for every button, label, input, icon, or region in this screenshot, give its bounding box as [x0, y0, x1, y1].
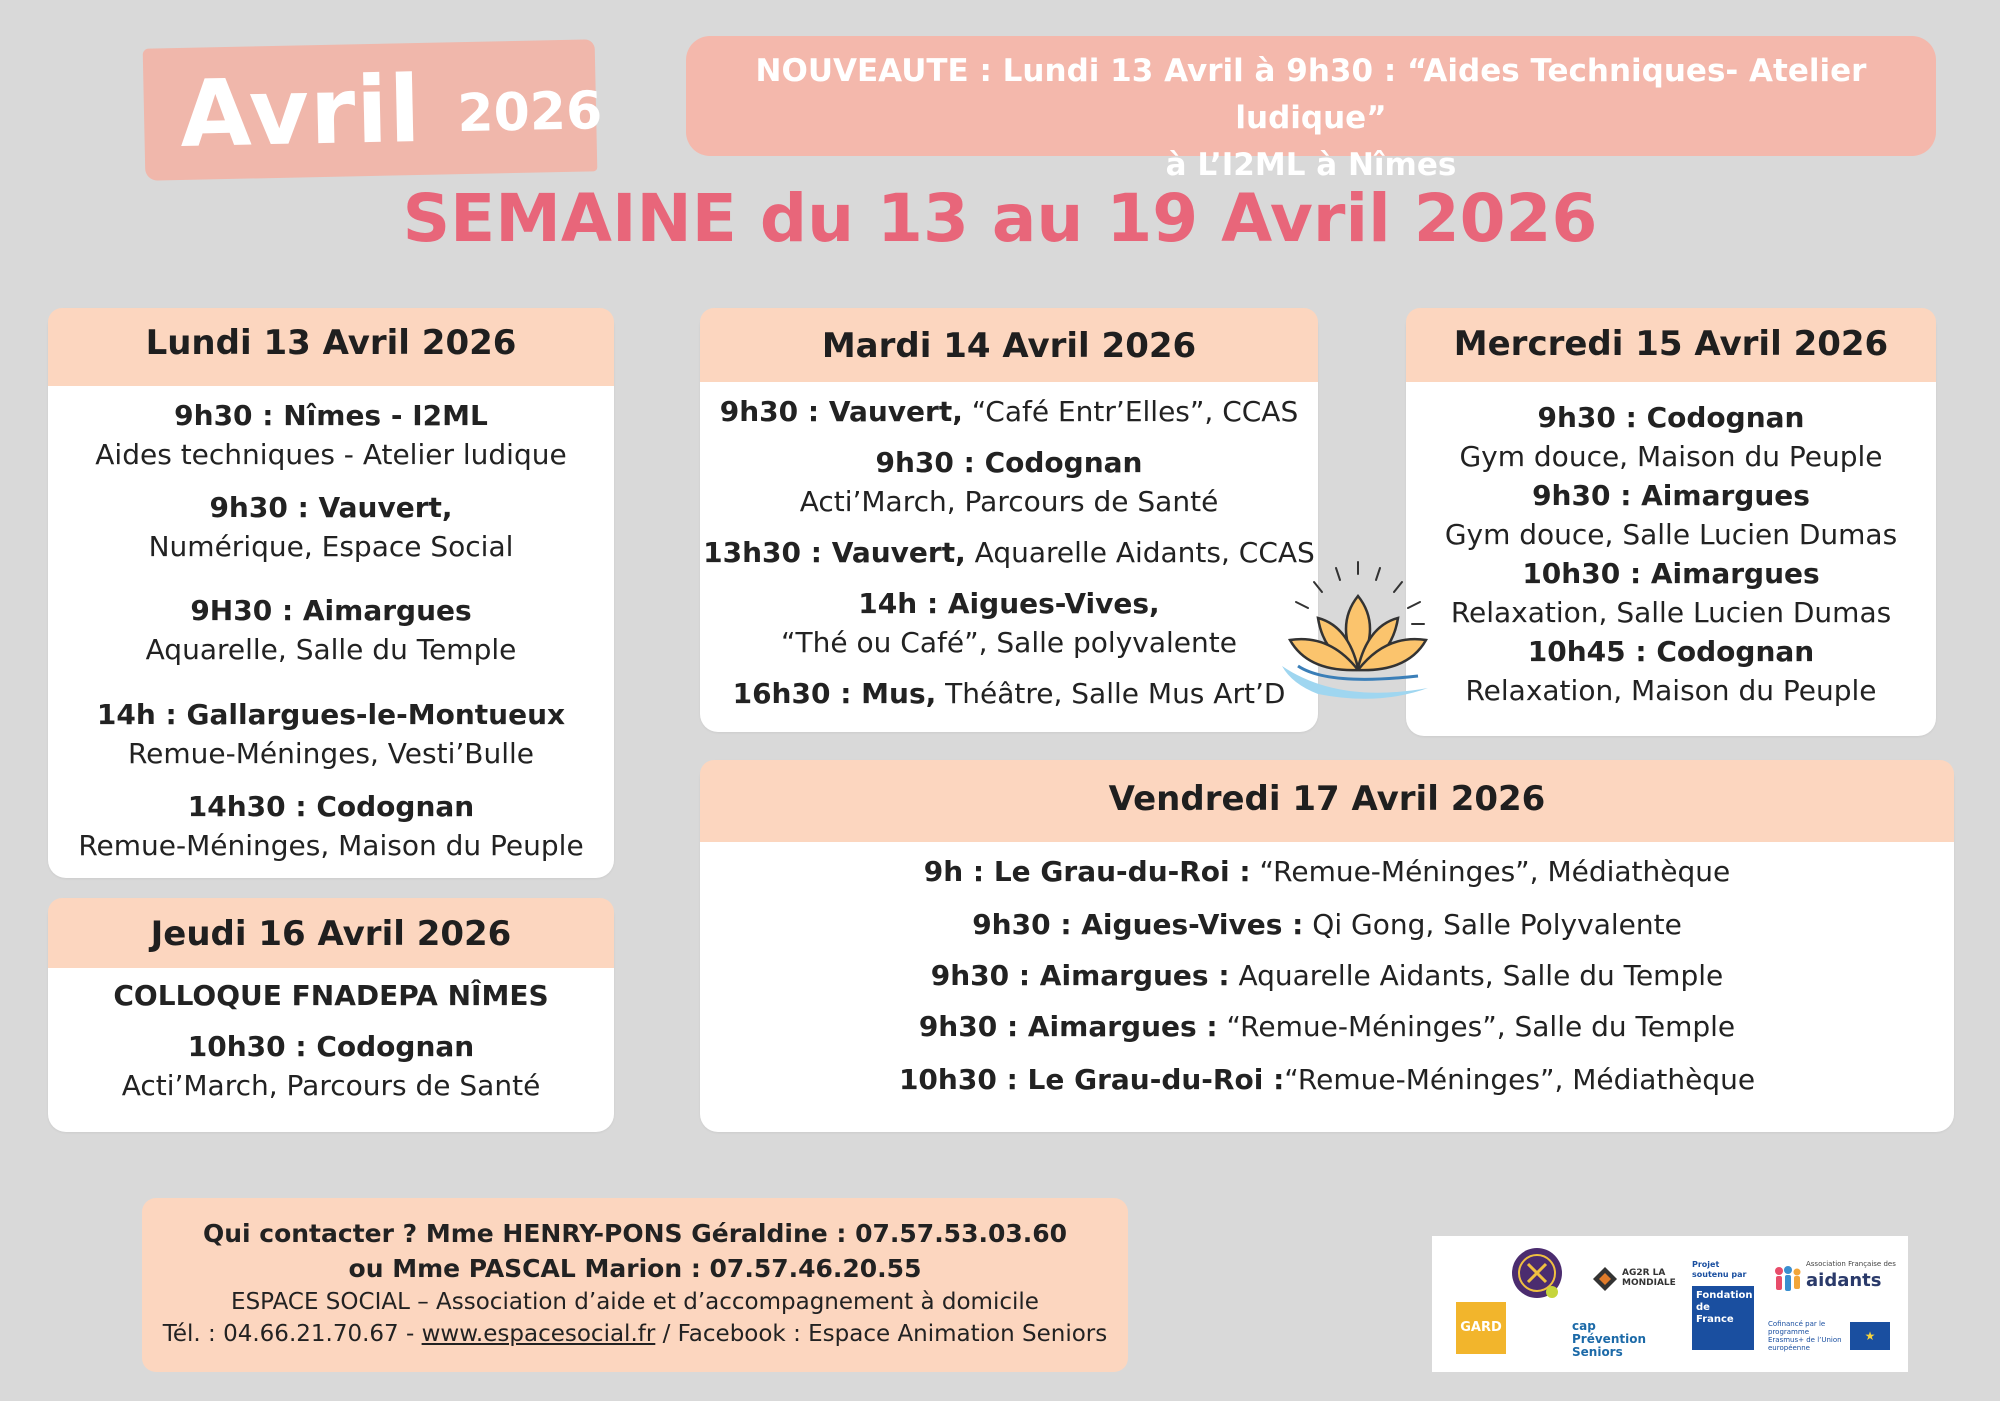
event-item [700, 1007, 1954, 1046]
event-desc: Gym douce, Maison du Peuple [1459, 440, 1883, 473]
event-time: 10h30 : Codognan [187, 1030, 475, 1063]
event-item [48, 488, 614, 566]
contact-tel: Tél. : 04.66.21.70.67 - [162, 1321, 422, 1347]
event-desc: “Remue-Méninges”, Salle du Temple [1217, 1010, 1736, 1043]
event-item [700, 956, 1954, 995]
day-title: Mercredi 15 Avril 2026 [1406, 308, 1936, 382]
event-time: 9h30 : Aigues-Vives : [972, 908, 1304, 941]
event-item [48, 1027, 614, 1105]
event-item [700, 852, 1954, 891]
week-title: SEMAINE du 13 au 19 Avril 2026 [402, 180, 1598, 257]
contact-line-1: Qui contacter ? Mme HENRY-PONS Géraldine : 07.57.53.03.60 [202, 1219, 1068, 1248]
event-desc: Acti’March, Parcours de Santé [799, 485, 1219, 518]
event-time: 9h30 : Aimargues : [930, 959, 1230, 992]
contact-line-2: ou Mme PASCAL Marion : 07.57.46.20.55 [348, 1254, 922, 1283]
month-tag [143, 39, 603, 180]
day-card-mardi [700, 308, 1318, 732]
event-time: 10h45 : Codognan [1527, 635, 1815, 668]
event-desc: Relaxation, Maison du Peuple [1465, 674, 1877, 707]
event-desc: Relaxation, Salle Lucien Dumas [1450, 596, 1892, 629]
event-item [48, 695, 614, 773]
fondation-logo: Fondation de France [1692, 1286, 1754, 1350]
event-time: 9h30 : Nîmes - I2ML [174, 399, 488, 432]
event-time: 14h : Gallargues-le-Montueux [96, 698, 566, 731]
event-desc: Gym douce, Salle Lucien Dumas [1444, 518, 1898, 551]
event-time: 10h30 : Le Grau-du-Roi : [898, 1063, 1285, 1096]
event-item [700, 533, 1318, 572]
ag2r-text: AG2R LA MONDIALE [1622, 1268, 1676, 1288]
day-title: Lundi 13 Avril 2026 [48, 308, 614, 386]
event-time: 9h30 : Vauvert, [719, 395, 963, 428]
gard-logo [1456, 1302, 1506, 1354]
event-item [48, 787, 614, 865]
event-item [700, 584, 1318, 662]
event-desc: Remue-Méninges, Maison du Peuple [78, 829, 584, 862]
event-desc: Numérique, Espace Social [148, 530, 514, 563]
event-time: 9h30 : Aimargues [1532, 479, 1810, 512]
year-label: 2026 [456, 81, 603, 145]
day-card-vendredi [700, 760, 1954, 1132]
event-item [700, 674, 1318, 713]
event-item [700, 392, 1318, 431]
event-time: 9h30 : Codognan [1537, 401, 1805, 434]
event-desc: “Remue-Méninges”, Médiathèque [1284, 1063, 1756, 1096]
ag2r-icon [1592, 1266, 1618, 1292]
ag2r-logo [1592, 1264, 1682, 1294]
banner-line-1: NOUVEAUTE : Lundi 13 Avril à 9h30 : “Aides Techniques- Atelier ludique” [755, 53, 1867, 136]
event-time: 9h : Le Grau-du-Roi : [923, 855, 1251, 888]
event-time: 14h30 : Codognan [187, 790, 475, 823]
event-time: 16h30 : Mus, [732, 677, 937, 710]
day-card-jeudi [48, 898, 614, 1132]
event-item [1406, 398, 1936, 476]
event-desc: Aquarelle, Salle du Temple [145, 633, 517, 666]
contact-details [142, 1318, 1128, 1350]
event-note [48, 976, 614, 1015]
eu-flag-icon: ★ [1850, 1322, 1890, 1350]
banner-line-2: à L’I2ML à Nîmes [1165, 147, 1457, 183]
event-time: 9h30 : Aimargues : [918, 1010, 1218, 1043]
eu-caption: Cofinancé par le programme Erasmus+ de l’Union européenne [1768, 1320, 1842, 1352]
colloque-note: COLLOQUE FNADEPA NÎMES [113, 979, 549, 1012]
facebook-text: / Facebook : Espace Animation Seniors [655, 1321, 1108, 1347]
event-desc: Acti’March, Parcours de Santé [121, 1069, 541, 1102]
news-banner [686, 36, 1936, 183]
event-desc: Aquarelle Aidants, CCAS [965, 536, 1315, 569]
event-item [48, 591, 614, 669]
contact-org: ESPACE SOCIAL – Association d’aide et d’accompagnement à domicile [231, 1289, 1039, 1315]
event-item [1406, 554, 1936, 632]
event-desc: “Remue-Méninges”, Médiathèque [1250, 855, 1731, 888]
partner-logos [1432, 1236, 1908, 1372]
event-time: 10h30 : Aimargues [1522, 557, 1820, 590]
event-item [700, 1060, 1954, 1099]
day-title: Jeudi 16 Avril 2026 [48, 898, 614, 968]
event-time: 9h30 : Vauvert, [209, 491, 453, 524]
day-title: Vendredi 17 Avril 2026 [700, 760, 1954, 842]
day-card-lundi [48, 308, 614, 878]
event-item [700, 443, 1318, 521]
event-item [1406, 476, 1936, 554]
cap-prevention-logo: cap Prévention Seniors [1572, 1319, 1646, 1359]
aidants-caption: Association Française des [1806, 1260, 1896, 1268]
event-time: 9H30 : Aimargues [190, 594, 472, 627]
month-label: Avril [178, 55, 423, 168]
gard-logo-text: GARD [1460, 1320, 1502, 1335]
aidants-text: aidants [1806, 1270, 1882, 1291]
people-icon [1772, 1264, 1802, 1294]
contact-box [142, 1198, 1128, 1372]
event-desc: Théâtre, Salle Mus Art’D [936, 677, 1286, 710]
event-desc: Aquarelle Aidants, Salle du Temple [1229, 959, 1724, 992]
aidants-logo [1772, 1260, 1902, 1300]
day-title: Mardi 14 Avril 2026 [700, 308, 1318, 382]
event-time: 9h30 : Codognan [875, 446, 1143, 479]
lotus-icon [1278, 556, 1438, 706]
event-desc: Qi Gong, Salle Polyvalente [1303, 908, 1682, 941]
event-desc: “Café Entr’Elles”, CCAS [962, 395, 1299, 428]
event-item [48, 396, 614, 474]
event-item [700, 905, 1954, 944]
event-desc: Remue-Méninges, Vesti’Bulle [127, 737, 534, 770]
emblem-logo [1510, 1246, 1564, 1300]
day-card-mercredi [1406, 308, 1936, 736]
event-time: 14h : Aigues-Vives, [858, 587, 1160, 620]
website-link[interactable]: www.espacesocial.fr [421, 1321, 656, 1347]
event-item [1406, 632, 1936, 710]
event-time: 13h30 : Vauvert, [703, 536, 966, 569]
fondation-caption: Projet soutenu par [1692, 1260, 1747, 1279]
event-desc: “Thé ou Café”, Salle polyvalente [781, 626, 1237, 659]
event-desc: Aides techniques - Atelier ludique [95, 438, 567, 471]
